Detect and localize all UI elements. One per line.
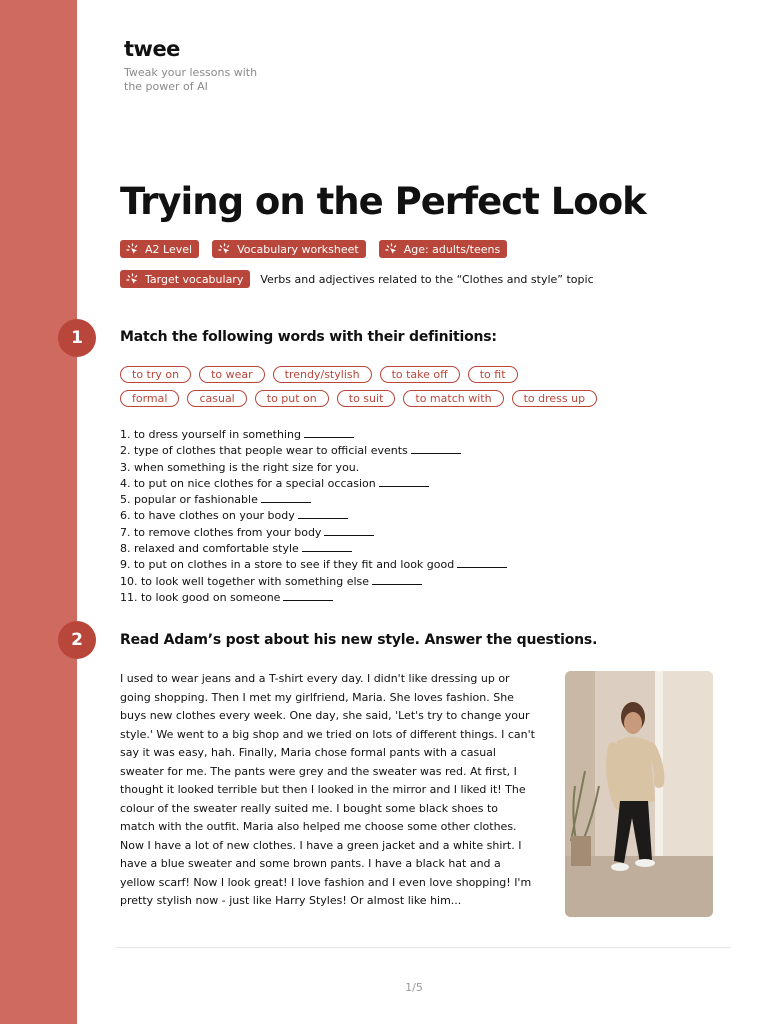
tag-label: Age: adults/teens (403, 242, 501, 256)
list-item (120, 492, 507, 508)
definition-text: 11. to look good on someone (120, 590, 281, 604)
page-number: 1/5 (405, 981, 423, 994)
list-item (120, 590, 507, 606)
list-item (120, 508, 507, 524)
list-item (120, 443, 507, 459)
word-chip: to suit (337, 390, 396, 407)
answer-blank[interactable] (283, 592, 333, 601)
section-1-title: Match the following words with their definitions: (120, 329, 497, 345)
tag-label: A2 Level (145, 242, 193, 256)
definition-text: 2. type of clothes that people wear to official events (120, 444, 408, 458)
answer-blank[interactable] (457, 559, 507, 568)
man-portrait-photo (565, 671, 713, 917)
answer-blank[interactable] (298, 510, 348, 519)
word-chip: to try on (120, 366, 191, 383)
section-1-number: 1 (58, 319, 96, 357)
word-chip: to match with (403, 390, 503, 407)
target-vocabulary-row (120, 270, 594, 288)
definition-text: 3. when something is the right size for you. (120, 460, 360, 474)
definition-text: 6. to have clothes on your body (120, 509, 295, 523)
sparkle-cursor-icon (126, 243, 139, 256)
footer-divider (115, 947, 731, 948)
word-bank-row-1 (120, 366, 518, 383)
tag-target-vocabulary (120, 270, 250, 288)
tag-label: Vocabulary worksheet (237, 242, 359, 256)
list-item (120, 574, 507, 590)
reading-passage: I used to wear jeans and a T-shirt every day. I didn't like dressing up or going shopping. Then I met my girlfriend, Maria. She loves fashion. She buys new clothes every week. One day, she said, 'Let's try to change your style.' We went to a big shop and we tried on lots of different things. I can't say it was easy, hah. Finally, Maria chose formal pants with a casual sweater for me. The pants were grey and the sweater was red. At first, I thought it looked terrible but then I looked in the mirror and I liked it! The colour of the sweater really suited me. I bought some black shoes to match with the outfit. Maria also helped me choose some other clothes. Now I have a lot of new clothes. I have a green jacket and a white shirt. I have a blue sweater and some brown pants. I have a black hat and a yellow scarf! Now I look great! I love fashion and I even love shopping! I'm pretty stylish now - just like Harry Styles! Or almost like him... (120, 672, 535, 907)
tag-type (212, 240, 366, 258)
definition-text: 4. to put on nice clothes for a special occasion (120, 476, 376, 490)
definition-text: 5. popular or fashionable (120, 493, 258, 507)
answer-blank[interactable] (304, 429, 354, 438)
list-item (120, 525, 507, 541)
tag-label: Target vocabulary (145, 272, 244, 286)
answer-blank[interactable] (261, 494, 311, 503)
word-chip: to wear (199, 366, 265, 383)
answer-blank[interactable] (411, 445, 461, 454)
section-2-title: Read Adam’s post about his new style. Answer the questions. (120, 632, 598, 648)
definitions-list (120, 427, 507, 606)
answer-blank[interactable] (302, 543, 352, 552)
word-chip: casual (187, 390, 246, 407)
word-bank-row-2 (120, 390, 597, 407)
word-chip: to take off (380, 366, 460, 383)
answer-blank[interactable] (379, 478, 429, 487)
word-chip: to dress up (512, 390, 597, 407)
left-accent-bar (0, 0, 77, 1024)
word-chip: trendy/stylish (273, 366, 372, 383)
definition-text: 10. to look well together with something else (120, 574, 370, 588)
brand-tagline: Tweak your lessons with the power of AI (124, 66, 258, 93)
word-chip: to put on (255, 390, 329, 407)
list-item (120, 541, 507, 557)
answer-blank[interactable] (324, 527, 374, 536)
definition-text: 8. relaxed and comfortable style (120, 542, 299, 556)
target-vocabulary-description: Verbs and adjectives related to the “Clothes and style” topic (260, 272, 594, 286)
tag-level (120, 240, 199, 258)
definition-text: 7. to remove clothes from your body (120, 525, 322, 539)
word-chip: formal (120, 390, 179, 407)
tag-row (120, 240, 507, 258)
photo-illustration (565, 671, 713, 917)
tag-age (379, 240, 508, 258)
sparkle-cursor-icon (126, 273, 139, 286)
list-item (120, 476, 507, 492)
section-2-number: 2 (58, 621, 96, 659)
sparkle-cursor-icon (385, 243, 398, 256)
sparkle-cursor-icon (218, 243, 231, 256)
list-item (120, 427, 507, 443)
worksheet-title: Trying on the Perfect Look (120, 180, 646, 223)
list-item (120, 557, 507, 573)
answer-blank[interactable] (372, 576, 422, 585)
word-chip: to fit (468, 366, 518, 383)
brand-logo: twee (124, 37, 180, 61)
definition-text: 1. to dress yourself in something (120, 428, 301, 441)
list-item (120, 460, 507, 476)
brand-block (124, 38, 264, 94)
definition-text: 9. to put on clothes in a store to see if they fit and look good (120, 558, 455, 572)
